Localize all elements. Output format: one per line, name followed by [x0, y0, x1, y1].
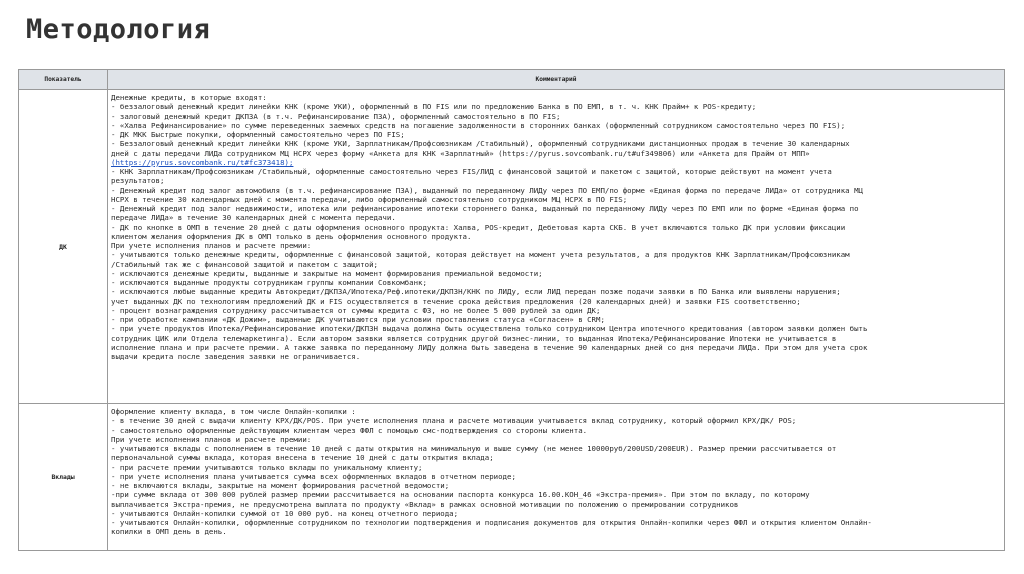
comment-line: - Беззалоговый денежный кредит линейки КНК (кроме УКИ, Зарплатникам/Профсоюзникам /Стабильный), оформленный сотрудниками дистанционных продаж в течение 30 календарных [111, 139, 850, 149]
comment-line: - беззалоговый денежный кредит линейки КНК (кроме УКИ), оформленный в ПО FIS или по предложению Банка в ПО ЕМП, в т. ч. КНК Прайм+ к POS-кредиту; [111, 102, 757, 112]
comment-line: При учете исполнения планов и расчете премии: [111, 241, 312, 250]
comment-text-dk [111, 93, 1001, 401]
row-comment-deposits [108, 404, 1005, 551]
comment-line: - исключаются выданные продукты сотрудникам группы компании Совкомбанк; [111, 278, 427, 287]
table-row [19, 404, 1005, 551]
row-label-dk: ДК [19, 90, 108, 404]
comment-line: - учитываются только денежные кредиты, оформленные с финансовой защитой, которая действует на момент учета результатов, а для продуктов КНК Зарплатникам/Профсоюзникам [111, 250, 850, 260]
comment-line: - в течение 30 дней с выдачи клиенту КРХ/ДК/POS. При учете исполнения плана и расчете мотивации учитывается вклад сотруднику, который оформил КРХ/ДК/ POS; [111, 416, 797, 426]
comment-line: - КНК Зарплатникам/Профсоюзникам /Стабильный, оформленные самостоятельно через FIS/ЛИД с финансовой защитой и пакетом с защитой, которые действуют на момент учета [111, 167, 832, 176]
comment-line: - при обработке кампании «ДК Дожим», выданные ДК учитываются при условии проставления статуса «Согласен» в CRM; [111, 315, 605, 324]
comment-line: - исключаются денежные кредиты, выданные и закрытые на момент формирования премиальной ведомости; [111, 268, 543, 278]
comment-line: копилки в ОМП день в день. [111, 527, 227, 537]
comment-line: НСРХ в течение 30 календарных дней с момента передачи, либо оформленный самостоятельно сотрудником МЦ НСРХ в ПО FIS; [111, 194, 628, 204]
comment-line: первоначальной суммы вклада, которая внесена в течение 10 дней с даты открытия вклада; [111, 453, 494, 463]
comment-line: дней с даты передачи ЛИДа сотрудником МЦ НСРХ через форму «Анкета для КНК «Зарплатный» (https://pyrus.sovcombank.ru/t#uf349806) или «Анкета для Прайм от МПП» [111, 148, 810, 158]
page-title: Методология [26, 14, 211, 45]
table-header-row [19, 70, 1005, 90]
table-row [19, 90, 1005, 404]
comment-line: результатов; [111, 176, 165, 186]
comment-line: передаче ЛИДа» в течение 30 календарных дней с момента передачи. [111, 213, 396, 223]
row-comment-dk [108, 90, 1005, 404]
comment-line: клиентом желания оформления ДК в ОМП только в день оформления основного продукта. [111, 231, 472, 241]
header-indicator: Показатель [19, 70, 108, 90]
comment-line: - учитываются вклады с пополнением в течение 10 дней с даты открытия на минимальную и выше сумму (не менее 10000руб/200USD/200EUR). Размер премии рассчитывается от [111, 444, 837, 453]
methodology-table [18, 69, 1005, 551]
comment-line: - Денежный кредит под залог автомобиля (в т.ч. рефинансирование ПЗА), выданный по переданному ЛИДу через ПО ЕМП/по форме «Единая форма по передаче ЛИДа» от сотрудника МЦ [111, 185, 863, 195]
comment-line: - процент вознаграждения сотруднику рассчитывается от суммы кредита с ФЗ, но не более 5 000 рублей за один ДК; [111, 305, 601, 315]
header-comment: Комментарий [108, 70, 1005, 90]
comment-line: - «Халва Рефинансирование» по сумме переведенных заемных средств на погашение задолженности в сторонних банках (оформленный сотрудником самостоятельно через ПО FIS); [111, 120, 846, 130]
comment-line: - при учете исполнения плана учитывается сумма всех оформленных вкладов в отчетном периоде; [111, 471, 516, 481]
comment-line: - самостоятельно оформленные действующим клиентам через ФФЛ с помощью смс-подтверждения со стороны клиента. [111, 425, 588, 435]
comment-line: - учитываются Онлайн-копилки, оформленные сотрудником по технологии подтверждения и подписания документов для открытия Онлайн-копилки через ФФЛ и открытия клиентом Онлайн- [111, 518, 872, 527]
comment-text-deposits [111, 407, 1001, 548]
comment-line: - исключаются любые выданные кредиты Автокредит/ДКПЗА/Ипотека/Реф.ипотеки/ДКПЗН/КНК по ЛИДу, если ЛИД передан позже подачи заявки в ПО Банка или выявлены нарушения; [111, 287, 841, 297]
comment-line: - учитываются Онлайн-копилки суммой от 10 000 руб. на конец отчетного периода; [111, 508, 459, 518]
comment-line[interactable]: (https://pyrus.sovcombank.ru/t#fc373418); [111, 157, 294, 167]
comment-line: исполнение плана и при расчете премии. А также заявка по переданному ЛИДу должна быть заведена в течение 90 календарных дней со дня передачи ЛИДа. При этом для учета срок [111, 342, 868, 352]
row-label-deposits: Вклады [19, 404, 108, 551]
comment-line: - при расчете премии учитываются только вклады по уникальному клиенту; [111, 462, 423, 472]
comment-line: При учете исполнения планов и расчете премии: [111, 434, 312, 444]
comment-line: - залоговый денежный кредит ДКПЗА (в т.ч. Рефинансирование ПЗА), оформленный самостоятельно в ПО FIS; [111, 111, 561, 121]
comment-line: выплачивается Экстра-премия, не предусмотрена выплата по продукту «Вклад» в рамках основной мотивации по положению о премировании сотрудников [111, 499, 739, 509]
comment-line: /Стабильный так же с финансовой защитой и пакетом с защитой; [111, 259, 378, 269]
comment-line: сотрудник ЦИК или Отдела телемаркетинга). Если автором заявки является сотрудник другой бизнес-линии, то выданная Ипотека/Рефинансирование Ипотеки не учитывается в [111, 333, 837, 343]
comment-line: - Денежный кредит под залог недвижимости, ипотека или рефинансирование ипотеки стороннего банка, выданный по переданному ЛИДу через ПО ЕМП или по форме «Единая форма по [111, 204, 859, 213]
comment-line: - ДК по кнопке в ОМП в течение 20 дней с даты оформления основного продукта: Халва, POS-кредит, Дебетовая карта СКБ. В учет включаются только ДК при условии фиксации [111, 222, 846, 232]
comment-line: -при сумме вклада от 300 000 рублей размер премии рассчитывается на основании паспорта конкурса 16.00.КОН_46 «Экстра-премия». При этом по вкладу, по которому [111, 490, 810, 500]
comment-line: выдачи кредита после заведения заявки не ограничивается. [111, 352, 361, 361]
comment-line: Оформление клиенту вклада, в том числе Онлайн-копилки : [111, 407, 356, 416]
comment-line: Денежные кредиты, в которые входят: [111, 93, 267, 102]
comment-line: - при учете продуктов Ипотека/Рефинансирование ипотеки/ДКПЗН выдача должна быть осуществлена только сотрудником Центра ипотечного кредитования (автором заявки должен быть [111, 324, 868, 334]
comment-line: - ДК МКК Быстрые покупки, оформленный самостоятельно через ПО FIS; [111, 130, 405, 139]
comment-line: - не включаются вклады, закрытые на момент формирования расчетной ведомости; [111, 481, 450, 490]
comment-line: учет выданных ДК по технологиям предложений ДК и FIS осуществляется в течение срока действия предложения (20 календарных дней) и заявки FIS соответственно; [111, 296, 801, 306]
